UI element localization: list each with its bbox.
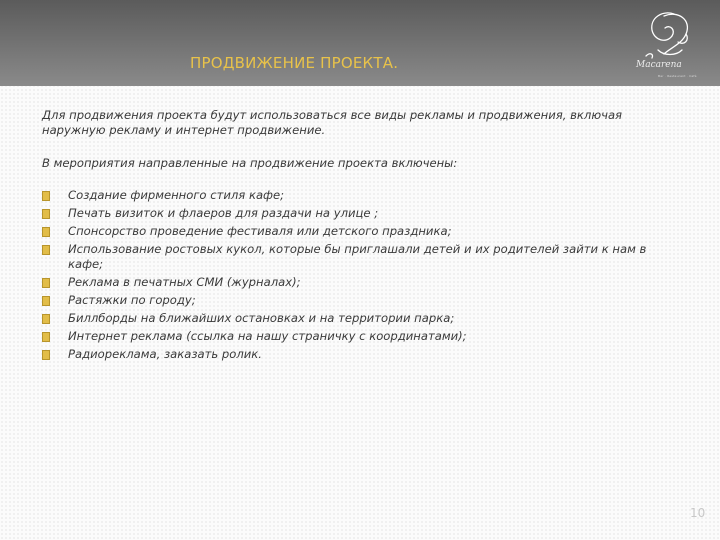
logo-wordmark: Macarena: [636, 60, 682, 70]
list-item: [42, 206, 682, 221]
list-item: [42, 329, 682, 344]
list-item-text: Интернет реклама (ссылка на нашу страничку с координатами);: [68, 329, 467, 343]
swirl-logo-icon: [628, 6, 712, 82]
list-item: [42, 311, 682, 326]
square-bullet-icon: [42, 314, 50, 323]
square-bullet-icon: [42, 245, 50, 254]
square-bullet-icon: [42, 191, 50, 200]
header-bar: [0, 0, 720, 86]
list-item: [42, 275, 682, 290]
logo-tagline: Bar · Restaurant · Café: [658, 74, 697, 78]
list-item: [42, 347, 682, 362]
list-item-text: Спонсорство проведение фестиваля или детского праздника;: [68, 224, 452, 238]
square-bullet-icon: [42, 296, 50, 305]
list-item-text: Радиореклама, заказать ролик.: [68, 347, 262, 361]
list-item: [42, 224, 682, 239]
page-number: 10: [690, 506, 706, 520]
list-item-text: Биллборды на ближайших остановках и на территории парка;: [68, 311, 455, 325]
square-bullet-icon: [42, 350, 50, 359]
square-bullet-icon: [42, 278, 50, 287]
square-bullet-icon: [42, 227, 50, 236]
list-item-text: Создание фирменного стиля кафе;: [68, 188, 285, 202]
list-item: [42, 242, 682, 272]
intro-paragraph: Для продвижения проекта будут использоваться все виды рекламы и продвижения, включая наружную рекламу и интернет продвижение.: [42, 108, 623, 137]
square-bullet-icon: [42, 332, 50, 341]
square-bullet-icon: [42, 209, 50, 218]
logo: [628, 6, 712, 82]
list-item-text: Использование ростовых кукол, которые бы приглашали детей и их родителей зайти к нам в кафе;: [68, 242, 647, 271]
list-item-text: Растяжки по городу;: [68, 293, 196, 307]
list-item: [42, 188, 682, 203]
slide-title: ПРОДВИЖЕНИЕ ПРОЕКТА.: [190, 54, 399, 72]
list-item-text: Реклама в печатных СМИ (журналах);: [68, 275, 301, 289]
bullet-list: [42, 188, 682, 362]
list-heading: В мероприятия направленные на продвижение проекта включены:: [42, 156, 458, 170]
slide-content: [42, 108, 682, 365]
list-item-text: Печать визиток и флаеров для раздачи на улице ;: [68, 206, 379, 220]
list-item: [42, 293, 682, 308]
